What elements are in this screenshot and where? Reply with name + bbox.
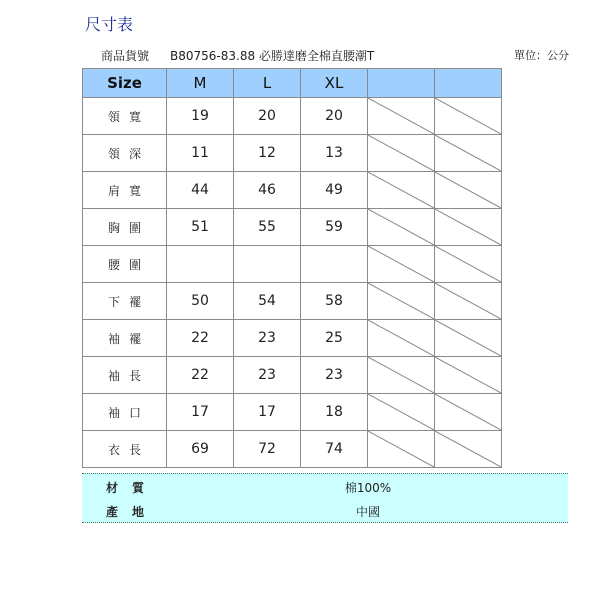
diagonal-line bbox=[368, 431, 434, 467]
diagonal-line bbox=[368, 357, 434, 393]
diagonal-line bbox=[368, 172, 434, 208]
size-value-cell bbox=[234, 246, 301, 283]
size-value-cell: 20 bbox=[301, 98, 368, 135]
diagonal-line bbox=[368, 283, 434, 319]
empty-slash-cell bbox=[435, 283, 502, 320]
header-empty-2 bbox=[435, 69, 502, 98]
row-label: 胸圍 bbox=[83, 209, 167, 246]
diagonal-line bbox=[435, 320, 501, 356]
origin-row bbox=[82, 498, 568, 522]
table-row bbox=[83, 283, 502, 320]
empty-slash-cell bbox=[368, 172, 435, 209]
material-row bbox=[82, 474, 568, 498]
table-row bbox=[83, 431, 502, 468]
size-value-cell: 12 bbox=[234, 135, 301, 172]
size-value-cell: 72 bbox=[234, 431, 301, 468]
size-value-cell: 46 bbox=[234, 172, 301, 209]
empty-slash-cell bbox=[368, 283, 435, 320]
row-label: 腰圍 bbox=[83, 246, 167, 283]
row-label: 領寬 bbox=[83, 98, 167, 135]
size-value-cell: 25 bbox=[301, 320, 368, 357]
diagonal-line bbox=[368, 98, 434, 134]
size-value-cell: 22 bbox=[167, 357, 234, 394]
diagonal-line bbox=[368, 246, 434, 282]
table-row bbox=[83, 209, 502, 246]
size-value-cell: 69 bbox=[167, 431, 234, 468]
diagonal-line bbox=[435, 98, 501, 134]
diagonal-line bbox=[435, 246, 501, 282]
empty-slash-cell bbox=[435, 246, 502, 283]
row-label: 領深 bbox=[83, 135, 167, 172]
size-value-cell: 18 bbox=[301, 394, 368, 431]
size-value-cell: 17 bbox=[167, 394, 234, 431]
size-value-cell: 50 bbox=[167, 283, 234, 320]
empty-slash-cell bbox=[368, 246, 435, 283]
diagonal-line bbox=[368, 209, 434, 245]
size-value-cell: 58 bbox=[301, 283, 368, 320]
empty-slash-cell bbox=[368, 320, 435, 357]
size-value-cell: 20 bbox=[234, 98, 301, 135]
size-value-cell: 23 bbox=[234, 320, 301, 357]
table-row bbox=[83, 320, 502, 357]
diagonal-line bbox=[435, 172, 501, 208]
size-value-cell: 55 bbox=[234, 209, 301, 246]
empty-slash-cell bbox=[435, 357, 502, 394]
size-value-cell: 23 bbox=[301, 357, 368, 394]
empty-slash-cell bbox=[435, 209, 502, 246]
material-value: 棉100% bbox=[344, 481, 392, 495]
empty-slash-cell bbox=[368, 98, 435, 135]
size-value-cell: 51 bbox=[167, 209, 234, 246]
unit-label: 單位：公分 bbox=[514, 49, 569, 62]
row-label: 衣長 bbox=[83, 431, 167, 468]
empty-slash-cell bbox=[368, 431, 435, 468]
empty-slash-cell bbox=[368, 135, 435, 172]
empty-slash-cell bbox=[435, 98, 502, 135]
size-value-cell: 19 bbox=[167, 98, 234, 135]
origin-label: 產地 bbox=[106, 505, 159, 519]
size-value-cell: 17 bbox=[234, 394, 301, 431]
empty-slash-cell bbox=[368, 357, 435, 394]
header-l: L bbox=[234, 69, 301, 98]
table-row bbox=[83, 394, 502, 431]
empty-slash-cell bbox=[435, 431, 502, 468]
empty-slash-cell bbox=[435, 394, 502, 431]
header-empty-1 bbox=[368, 69, 435, 98]
row-label: 肩寬 bbox=[83, 172, 167, 209]
size-value-cell: 49 bbox=[301, 172, 368, 209]
size-value-cell: 74 bbox=[301, 431, 368, 468]
empty-slash-cell bbox=[435, 320, 502, 357]
diagonal-line bbox=[435, 135, 501, 171]
table-row bbox=[83, 246, 502, 283]
header-m: M bbox=[167, 69, 234, 98]
diagonal-line bbox=[435, 357, 501, 393]
size-value-cell bbox=[301, 246, 368, 283]
material-label: 材質 bbox=[106, 481, 159, 495]
size-value-cell: 22 bbox=[167, 320, 234, 357]
row-label: 袖襬 bbox=[83, 320, 167, 357]
table-row bbox=[83, 135, 502, 172]
size-value-cell: 23 bbox=[234, 357, 301, 394]
size-value-cell: 59 bbox=[301, 209, 368, 246]
row-label: 袖長 bbox=[83, 357, 167, 394]
page-title: 尺寸表 bbox=[85, 15, 134, 34]
diagonal-line bbox=[435, 209, 501, 245]
product-info-panel bbox=[82, 473, 568, 523]
row-label: 袖口 bbox=[83, 394, 167, 431]
empty-slash-cell bbox=[435, 135, 502, 172]
row-label: 下襬 bbox=[83, 283, 167, 320]
header-size: Size bbox=[83, 69, 167, 98]
diagonal-line bbox=[368, 394, 434, 430]
size-header-row bbox=[83, 69, 502, 98]
empty-slash-cell bbox=[368, 394, 435, 431]
diagonal-line bbox=[435, 394, 501, 430]
empty-slash-cell bbox=[368, 209, 435, 246]
table-row bbox=[83, 357, 502, 394]
product-code-label: 商品貨號 bbox=[101, 49, 150, 63]
product-code-value: B80756-83.88 必勝達磨全棉直腰潮T bbox=[170, 49, 375, 63]
table-row bbox=[83, 98, 502, 135]
size-value-cell: 44 bbox=[167, 172, 234, 209]
size-value-cell bbox=[167, 246, 234, 283]
empty-slash-cell bbox=[435, 172, 502, 209]
diagonal-line bbox=[368, 135, 434, 171]
size-value-cell: 13 bbox=[301, 135, 368, 172]
size-value-cell: 54 bbox=[234, 283, 301, 320]
header-xl: XL bbox=[301, 69, 368, 98]
size-value-cell: 11 bbox=[167, 135, 234, 172]
size-table bbox=[82, 68, 502, 468]
origin-value: 中國 bbox=[355, 505, 380, 519]
table-row bbox=[83, 172, 502, 209]
diagonal-line bbox=[435, 283, 501, 319]
diagonal-line bbox=[368, 320, 434, 356]
diagonal-line bbox=[435, 431, 501, 467]
